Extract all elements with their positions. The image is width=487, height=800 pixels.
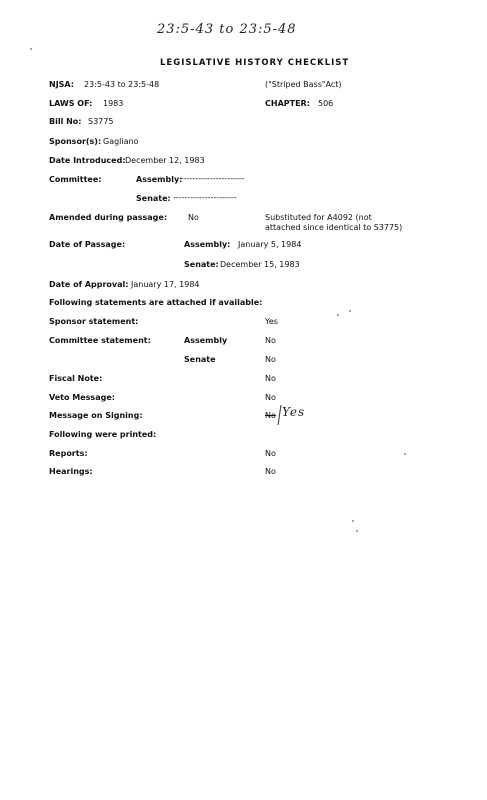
- hearings-label: Hearings:: [49, 467, 93, 476]
- reports-label: Reports:: [49, 449, 88, 458]
- committee-statement-assembly-label: Assembly: [184, 336, 228, 345]
- statements-heading: Following statements are attached if available:: [49, 298, 263, 307]
- passage-assembly-label: Assembly:: [184, 240, 231, 249]
- committee-statement-label: Committee statement:: [49, 336, 151, 345]
- handwritten-header: 23:5-43 to 23:5-48: [157, 22, 297, 37]
- chapter-label: CHAPTER:: [265, 99, 310, 108]
- sponsor-statement-value: Yes: [265, 317, 278, 326]
- message-on-signing-struck-value: No: [265, 411, 276, 420]
- date-introduced-label: Date Introduced:: [49, 156, 126, 165]
- committee-statement-senate-label: Senate: [184, 355, 216, 364]
- committee-statement-senate-value: No: [265, 355, 276, 364]
- stray-mark: [404, 453, 406, 455]
- laws-of-label: LAWS OF:: [49, 99, 93, 108]
- chapter-value: 506: [318, 99, 334, 108]
- page-title: LEGISLATIVE HISTORY CHECKLIST: [160, 58, 350, 68]
- veto-message-label: Veto Message:: [49, 393, 115, 402]
- hearings-value: No: [265, 467, 276, 476]
- stray-mark: [349, 310, 351, 312]
- sponsor-statement-label: Sponsor statement:: [49, 317, 139, 326]
- committee-senate-label: Senate:: [136, 194, 171, 203]
- fiscal-note-label: Fiscal Note:: [49, 374, 103, 383]
- date-of-approval-label: Date of Approval:: [49, 280, 129, 289]
- message-on-signing-handwritten-value: Yes: [282, 405, 306, 419]
- committee-label: Committee:: [49, 175, 102, 184]
- committee-assembly-value: ----------------------: [181, 174, 245, 183]
- fiscal-note-value: No: [265, 374, 276, 383]
- passage-senate-label: Senate:: [184, 260, 219, 269]
- committee-statement-assembly-value: No: [265, 336, 276, 345]
- bill-no-label: Bill No:: [49, 117, 82, 126]
- handwritten-mark: [278, 405, 282, 425]
- veto-message-value: No: [265, 393, 276, 402]
- date-of-approval-value: January 17, 1984: [131, 280, 200, 289]
- njsa-value: 23:5-43 to 23:5-48: [84, 80, 160, 89]
- amended-label: Amended during passage:: [49, 213, 168, 222]
- stray-mark: [352, 520, 354, 522]
- passage-assembly-value: January 5, 1984: [238, 240, 302, 249]
- substituted-note-line1: Substituted for A4092 (not: [265, 213, 372, 222]
- stray-mark: [356, 530, 358, 532]
- substituted-note-line2: attached since identical to S3775): [265, 223, 403, 232]
- sponsors-label: Sponsor(s):: [49, 137, 102, 146]
- laws-of-value: 1983: [103, 99, 124, 108]
- message-on-signing-label: Message on Signing:: [49, 411, 143, 420]
- sponsors-value: Gagliano: [103, 137, 139, 146]
- passage-senate-value: December 15, 1983: [220, 260, 300, 269]
- date-introduced-value: December 12, 1983: [125, 156, 205, 165]
- stray-mark: [337, 314, 339, 316]
- stray-mark: [30, 48, 32, 50]
- short-title: ("Striped Bass"Act): [265, 80, 342, 89]
- njsa-label: NJSA:: [49, 80, 74, 89]
- bill-no-value: S3775: [88, 117, 114, 126]
- date-of-passage-label: Date of Passage:: [49, 240, 126, 249]
- reports-value: No: [265, 449, 276, 458]
- amended-value: No: [188, 213, 199, 222]
- printed-heading: Following were printed:: [49, 430, 157, 439]
- committee-senate-value: ----------------------: [173, 193, 237, 202]
- committee-assembly-label: Assembly:: [136, 175, 183, 184]
